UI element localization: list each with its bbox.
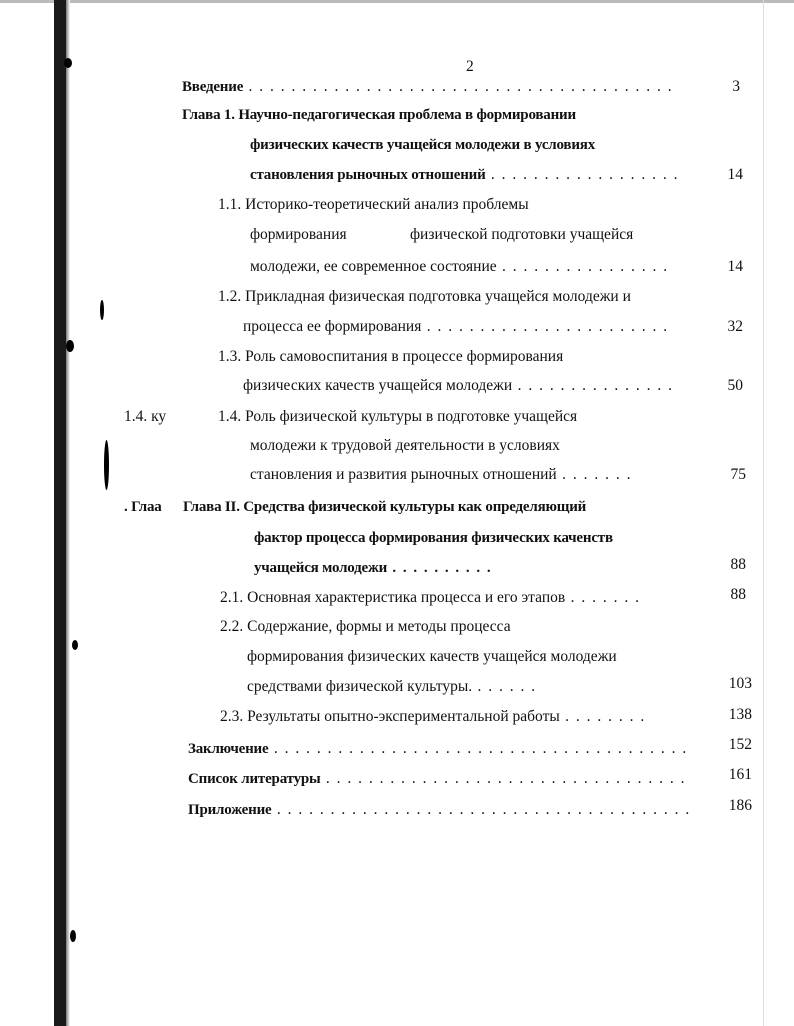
toc-ch2-margin: . Глаа [124,499,162,515]
toc-ch1-line3: становления рыночных отношений [250,167,486,183]
toc-literature-label: Список литературы [188,771,321,787]
toc-literature-page: 161 [728,766,752,783]
page-number: 2 [466,58,474,75]
toc-s21-page: 88 [730,586,746,603]
toc-literature-row [188,770,686,788]
toc-ch1-dots: . . . . . . . . . . . . . . . . . . [485,166,680,183]
toc-s23-dots: . . . . . . . . [559,708,646,725]
toc-literature-dots: . . . . . . . . . . . . . . . . . . . . . . . . . . . . . . . . . . [320,770,687,787]
toc-intro-label: Введение [182,79,244,95]
toc-s22-line3-row [247,678,537,696]
toc-s13-dots: . . . . . . . . . . . . . . . [512,377,674,394]
toc-s21-row [220,589,640,607]
toc-appendix-row [188,801,691,819]
scan-right-edge [763,0,764,1026]
toc-s12-page: 32 [727,318,743,335]
toc-intro [182,78,673,96]
toc-s14-line2: молодежи к трудовой деятельности в условиях [250,437,560,454]
toc-appendix-page: 186 [728,797,752,814]
toc-s11-line1: 1.1. Историко-теоретический анализ проблемы [218,196,529,213]
toc-s11-line3-row [250,258,669,276]
toc-s12-line1: 1.2. Прикладная физическая подготовка учащейся молодежи и [218,288,631,305]
toc-s22-line1: 2.2. Содержание, формы и методы процесса [220,618,511,635]
toc-s11-dots: . . . . . . . . . . . . . . . . [496,258,669,275]
toc-s12-dots: . . . . . . . . . . . . . . . . . . . . . . . [421,318,669,335]
scan-speck [100,300,104,320]
toc-s23-row [220,708,646,726]
toc-intro-page: 3 [732,78,740,95]
toc-ch2-line2: фактор процесса формирования физических каченств [254,530,613,546]
toc-ch2-line1: Глава II. Средства физической культуры как определяющий [183,499,587,515]
scan-speck [72,640,78,650]
toc-ch2-page: 88 [730,556,746,573]
toc-ch1-line1: Глава 1. Научно-педагогическая проблема в формировании [182,107,576,123]
toc-s14-margin: 1.4. ку [124,408,167,425]
scan-top-edge [0,0,794,3]
toc-s22-page: 103 [728,675,752,692]
toc-s11-page: 14 [727,258,743,275]
toc-s23-page: 138 [728,706,752,723]
toc-s11-line2b: физической подготовки учащейся [410,226,634,243]
toc-s12-line2-row [243,318,669,336]
scan-speck [104,440,109,490]
toc-conclusion-page: 152 [728,736,752,753]
toc-ch2-line3-row [254,559,492,577]
toc-s13-line1: 1.3. Роль самовоспитания в процессе формирования [218,348,564,365]
toc-conclusion-row [188,740,688,758]
toc-s11-line3: молодежи, ее современное состояние [250,258,497,275]
toc-s14-dots: . . . . . . . [556,466,632,483]
toc-s23-line1: 2.3. Результаты опытно-экспериментальной работы [220,708,560,725]
toc-s22-dots: . . . . . . [472,678,537,695]
scan-speck [66,340,74,352]
toc-conclusion-label: Заключение [188,741,269,757]
toc-appendix-dots: . . . . . . . . . . . . . . . . . . . . . . . . . . . . . . . . . . . . . . . [271,801,691,818]
toc-s11-line2a: формирования [250,226,347,243]
toc-s13-page: 50 [727,377,743,394]
binding-edge [54,0,66,1026]
toc-ch1-page: 14 [727,166,743,183]
toc-s14-line3-row [250,466,632,484]
toc-ch1-line3-row [250,166,679,184]
scan-speck [64,58,72,68]
toc-s13-line2-row [243,377,673,395]
toc-appendix-label: Приложение [188,802,272,818]
scan-speck [70,930,76,942]
toc-s21-dots: . . . . . . . [565,589,641,606]
toc-ch2-dots: . . . . . . . . . . [387,560,493,576]
toc-ch2-line3: учащейся молодежи [254,560,388,576]
binding-shadow [66,0,70,1026]
toc-s21-line1: 2.1. Основная характеристика процесса и его этапов [220,589,566,606]
toc-s14-line1: 1.4. Роль физической культуры в подготовке учащейся [218,408,578,425]
toc-s12-line2: процесса ее формирования [243,318,422,335]
toc-intro-dots: . . . . . . . . . . . . . . . . . . . . . . . . . . . . . . . . . . . . . . . . [243,78,674,95]
toc-ch1-line2: физических качеств учащейся молодежи в условиях [250,137,595,153]
toc-s22-line3: средствами физической культуры. [247,678,473,695]
toc-s14-line3: становления и развития рыночных отношений [250,466,557,483]
toc-s13-line2: физических качеств учащейся молодежи [243,377,513,394]
toc-conclusion-dots: . . . . . . . . . . . . . . . . . . . . . . . . . . . . . . . . . . . . . . . [268,740,688,757]
toc-s14-page: 75 [730,466,746,483]
toc-s22-line2: формирования физических качеств учащейся молодежи [247,648,617,665]
